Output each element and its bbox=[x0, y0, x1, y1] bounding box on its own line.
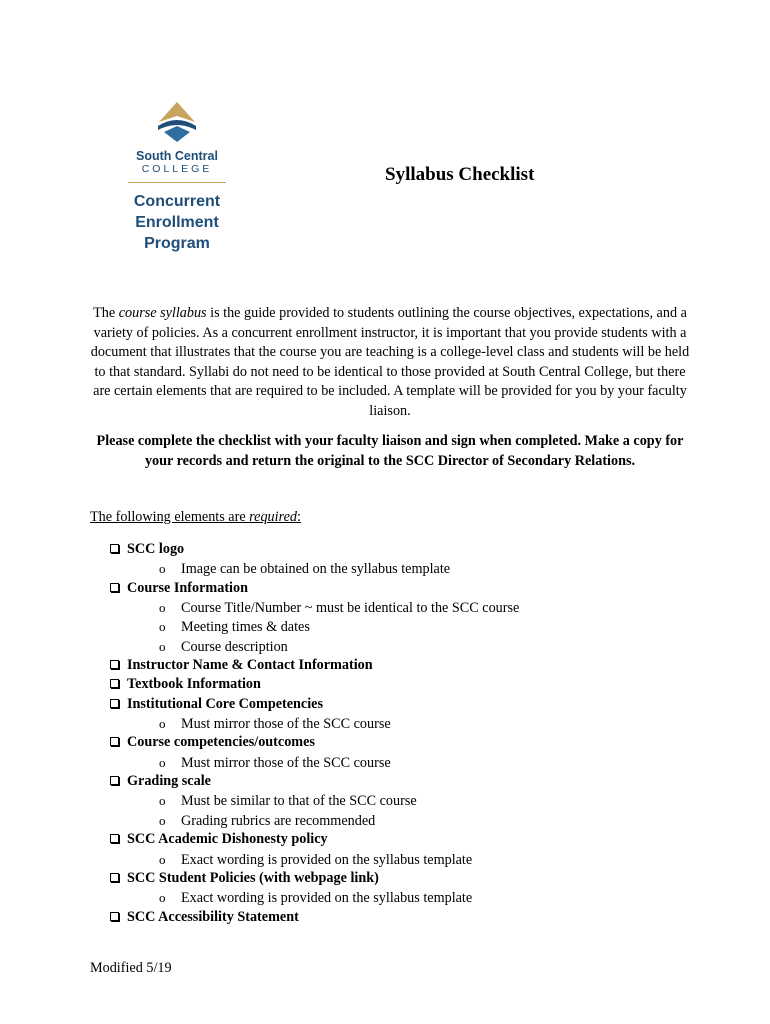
checklist-subitem-label: Exact wording is provided on the syllabus template bbox=[181, 851, 473, 868]
scc-emblem-icon bbox=[155, 100, 199, 144]
emblem-blue-shape bbox=[164, 126, 190, 142]
logo-divider bbox=[128, 182, 226, 183]
required-italic: required bbox=[249, 509, 297, 525]
checkbox-icon[interactable] bbox=[110, 912, 119, 921]
checklist-item-label: Textbook Information bbox=[127, 676, 261, 693]
checklist-subitem-label: Image can be obtained on the syllabus template bbox=[181, 561, 451, 578]
college-name: South Central bbox=[136, 149, 218, 163]
checklist-subitem bbox=[110, 888, 670, 907]
checkbox-icon[interactable] bbox=[110, 699, 119, 708]
required-before: The following elements are bbox=[90, 509, 250, 525]
checklist-subitem bbox=[110, 753, 670, 772]
sub-bullet: o bbox=[159, 851, 166, 867]
checklist-item-label: Instructor Name & Contact Information bbox=[127, 657, 373, 674]
checkbox-icon[interactable] bbox=[110, 660, 119, 669]
sub-bullet: o bbox=[159, 812, 166, 828]
checklist-subitem bbox=[110, 637, 670, 656]
checkbox-icon[interactable] bbox=[110, 737, 119, 746]
sub-bullet: o bbox=[159, 754, 166, 770]
sub-bullet: o bbox=[159, 561, 166, 577]
checklist-item bbox=[110, 675, 670, 694]
checklist-item-label: Course competencies/outcomes bbox=[127, 734, 315, 751]
checkbox-icon[interactable] bbox=[110, 544, 119, 553]
sub-bullet: o bbox=[159, 890, 166, 906]
checklist-item-label: Course Information bbox=[127, 579, 248, 596]
checklist-item bbox=[110, 540, 670, 559]
program-line: Concurrent bbox=[133, 193, 221, 210]
checklist bbox=[110, 540, 670, 927]
sub-bullet: o bbox=[159, 600, 166, 616]
checklist-subitem-label: Meeting times & dates bbox=[181, 619, 310, 636]
checklist-item-label: SCC Academic Dishonesty policy bbox=[127, 831, 328, 848]
college-sub: COLLEGE bbox=[141, 163, 213, 175]
checklist-subitem-label: Grading rubrics are recommended bbox=[181, 812, 376, 829]
checklist-item bbox=[110, 733, 670, 752]
checkbox-icon[interactable] bbox=[110, 834, 119, 843]
intro-paragraph bbox=[88, 304, 692, 422]
checklist-item-label: SCC logo bbox=[127, 541, 185, 557]
program-line: Enrollment bbox=[135, 214, 219, 231]
checklist-item-label: SCC Accessibility Statement bbox=[127, 908, 299, 925]
program-line: Program bbox=[144, 235, 210, 252]
checklist-subitem-label: Must be similar to that of the SCC course bbox=[181, 793, 417, 810]
checklist-item bbox=[110, 869, 670, 888]
checklist-subitem-label: Must mirror those of the SCC course bbox=[181, 716, 391, 733]
checklist-item bbox=[110, 656, 670, 675]
checklist-subitem-label: Exact wording is provided on the syllabus template bbox=[181, 890, 473, 907]
checklist-subitem bbox=[110, 714, 670, 733]
checklist-subitem bbox=[110, 791, 670, 810]
checkbox-icon[interactable] bbox=[110, 679, 119, 688]
intro-after: is the guide provided to students outlining the course objectives, expectations, and a variety of policies. As a concurrent enrollment instructor, it is important that you provide students with a document that illustrates that the course you are teaching is a college-level class and students will be held to that standard. Syllabi do not need to be identical to those provided at South Central College, but there are certain elements that are required to be included. A template will be provided for you by your faculty liaison. bbox=[90, 305, 690, 419]
sub-bullet: o bbox=[159, 793, 166, 809]
checklist-subitem bbox=[110, 850, 670, 869]
sub-bullet: o bbox=[159, 619, 166, 635]
required-heading bbox=[90, 509, 301, 526]
checklist-item bbox=[110, 695, 670, 714]
scc-logo bbox=[118, 100, 236, 254]
checklist-subitem bbox=[110, 811, 670, 830]
footer-modified: Modified 5/19 bbox=[90, 960, 172, 976]
checklist-subitem-label: Course Title/Number ~ must be identical to the SCC course bbox=[181, 600, 520, 617]
program-name bbox=[118, 191, 236, 254]
sub-bullet: o bbox=[159, 716, 166, 732]
emblem-gold-shape bbox=[159, 102, 195, 122]
checklist-item-label: SCC Student Policies (with webpage link) bbox=[127, 869, 379, 886]
checklist-item-label: Institutional Core Competencies bbox=[127, 695, 323, 712]
checklist-subitem-label: Course description bbox=[181, 638, 288, 655]
page-title: Syllabus Checklist bbox=[385, 164, 535, 185]
checklist-item bbox=[110, 908, 670, 927]
instructions-paragraph: Please complete the checklist with your faculty liaison and sign when completed. Make a copy for your records and return the original to the SCC Director of Secondary Relations. bbox=[96, 433, 684, 469]
required-after: : bbox=[296, 509, 301, 525]
checklist-subitem bbox=[110, 617, 670, 636]
checklist-subitem bbox=[110, 559, 670, 578]
intro-italic: course syllabus bbox=[118, 305, 207, 321]
checkbox-icon[interactable] bbox=[110, 583, 119, 592]
checklist-item bbox=[110, 579, 670, 598]
checklist-subitem bbox=[110, 598, 670, 617]
intro-before: The bbox=[93, 305, 119, 321]
checklist-item bbox=[110, 772, 670, 791]
checklist-item-label: Grading scale bbox=[127, 773, 211, 790]
sub-bullet: o bbox=[159, 638, 166, 654]
checkbox-icon[interactable] bbox=[110, 776, 119, 785]
checklist-subitem-label: Must mirror those of the SCC course bbox=[181, 754, 391, 771]
checklist-item bbox=[110, 830, 670, 849]
checkbox-icon[interactable] bbox=[110, 873, 119, 882]
